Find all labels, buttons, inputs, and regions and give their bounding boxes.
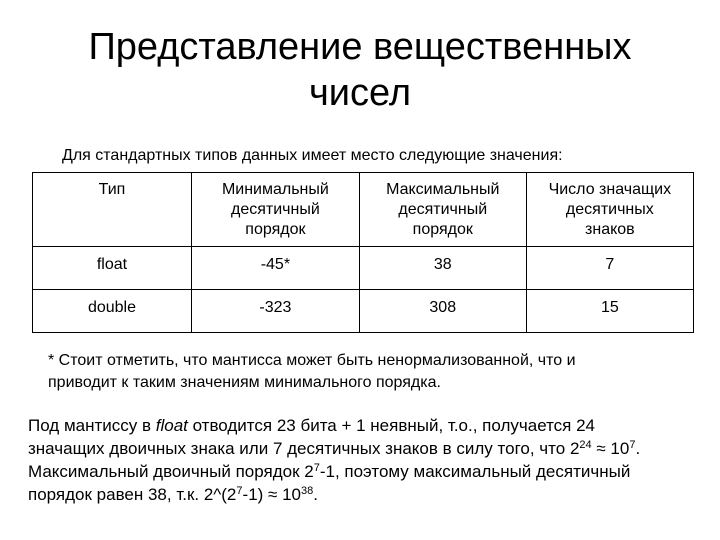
float-keyword: float <box>155 416 188 435</box>
text-fragment: . <box>635 439 641 458</box>
superscript: 7 <box>313 462 320 474</box>
table-header-row <box>33 173 694 247</box>
header-significant-digits <box>526 173 693 247</box>
superscript: 38 <box>301 485 314 497</box>
title-line-2: чисел <box>308 72 412 114</box>
superscript: 7 <box>236 485 243 497</box>
text-fragment: -1) ≈ 10 <box>242 485 301 504</box>
intro-text: Для стандартных типов данных имеет место следующие значения: <box>62 147 563 164</box>
table-cell: double <box>33 290 192 333</box>
footnote-line-2: приводит к таким значениям минимального порядка. <box>48 374 441 391</box>
text-fragment: -1, поэтому максимальный десятичный <box>319 462 631 481</box>
header-line: десятичный <box>398 201 488 218</box>
table-cell: 38 <box>359 247 526 290</box>
header-line: Минимальный <box>221 181 329 198</box>
header-type-line: Тип <box>98 181 126 198</box>
header-line: Число значащих <box>548 181 672 198</box>
text-fragment: Под мантиссу в <box>28 416 156 435</box>
footnote <box>48 350 688 394</box>
text-fragment: Максимальный двоичный порядок 2 <box>28 462 314 481</box>
header-line: десятичный <box>231 201 320 218</box>
header-line: десятичных <box>565 201 654 218</box>
table-cell: 15 <box>526 290 693 333</box>
slide-title <box>40 24 680 116</box>
header-type <box>33 173 192 247</box>
paragraph-line-2 <box>28 437 700 460</box>
table-row-float <box>33 247 694 290</box>
superscript: 7 <box>629 439 636 451</box>
paragraph-line-4 <box>28 483 700 506</box>
text-fragment: значащих двоичных знака или 7 десятичных знаков в силу того, что 2 <box>28 439 580 458</box>
header-line: Максимальный <box>386 181 500 198</box>
table-cell: -45* <box>191 247 359 290</box>
footnote-line-1: * Стоит отметить, что мантисса может быть ненормализованной, что и <box>48 352 576 369</box>
text-fragment: отводится 23 бита + 1 неявный, т.о., получается 24 <box>187 416 596 435</box>
header-line: порядок <box>245 221 306 238</box>
paragraph-line-1 <box>28 414 700 437</box>
text-fragment: . <box>313 485 318 504</box>
table-cell: float <box>33 247 192 290</box>
superscript: 24 <box>579 439 592 451</box>
title-line-1: Представление вещественных <box>88 26 632 68</box>
explanation-paragraph <box>28 414 700 506</box>
text-fragment: ≈ 10 <box>591 439 630 458</box>
table-cell: 7 <box>526 247 693 290</box>
table-row-double <box>33 290 694 333</box>
float-types-table <box>32 172 694 333</box>
header-max-exponent <box>359 173 526 247</box>
table-cell: 308 <box>359 290 526 333</box>
header-min-exponent <box>191 173 359 247</box>
header-line: знаков <box>585 221 635 238</box>
text-fragment: порядок равен 38, т.к. 2^(2 <box>28 485 237 504</box>
paragraph-line-3 <box>28 460 700 483</box>
table-cell: -323 <box>191 290 359 333</box>
header-line: порядок <box>412 221 473 238</box>
